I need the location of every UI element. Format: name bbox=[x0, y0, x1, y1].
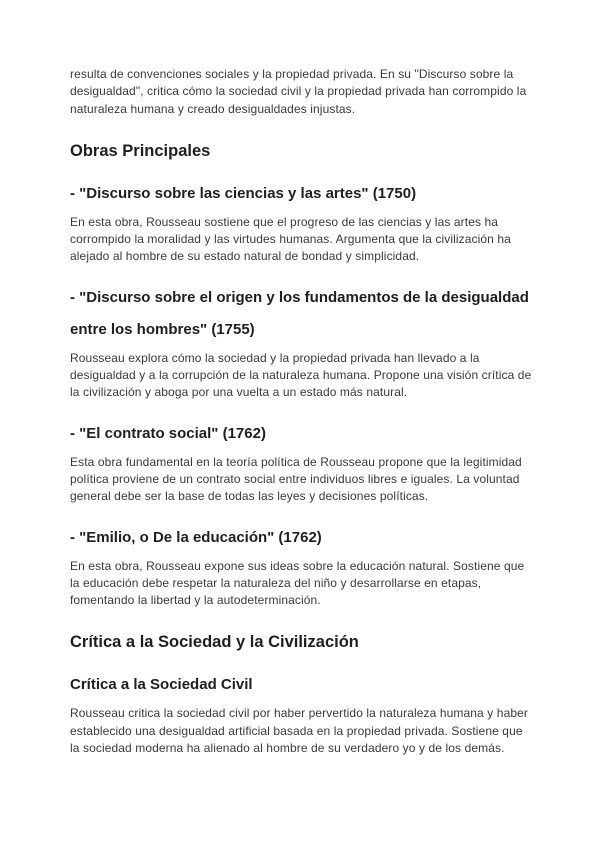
subsection-heading-critica-sociedad-civil: Crítica a la Sociedad Civil bbox=[70, 676, 253, 694]
work-heading-discurso-ciencias-artes: - "Discurso sobre las ciencias y las artes" (1750) bbox=[70, 184, 417, 202]
paragraph-emilio-educacion: En esta obra, Rousseau expone sus ideas sobre la educación natural. Sostiene que la educación debe respetar la naturaleza del niño y desarrollarse en etapas, fomentando la libertad y la autodeterminación. bbox=[70, 558, 525, 608]
work-heading-emilio-educacion: - "Emilio, o De la educación" (1762) bbox=[70, 528, 322, 546]
paragraph-discurso-ciencias-artes: En esta obra, Rousseau sostiene que el progreso de las ciencias y las artes ha corrompido la moralidad y las virtudes humanas. Argumenta que la civilización ha alejado al hombre de su estado natural de bondad y simplicidad. bbox=[70, 214, 511, 264]
work-heading-el-contrato-social: - "El contrato social" (1762) bbox=[70, 424, 266, 442]
paragraph-critica-sociedad-civil: Rousseau critica la sociedad civil por haber pervertido la naturaleza humana y haber establecido una desigualdad artificial basada en la propiedad privada. Sostiene que la sociedad moderna ha alienado al hombre de su verdadero yo y de los demás. bbox=[70, 706, 528, 756]
paragraph-el-contrato-social: Esta obra fundamental en la teoría política de Rousseau propone que la legitimidad política proviene de un contrato social entre individuos libres e iguales. La voluntad general debe ser la base de todas las leyes y decisiones políticas. bbox=[70, 454, 522, 504]
paragraph-intro-continuation: resulta de convenciones sociales y la propiedad privada. En su "Discurso sobre la desigualdad", critica cómo la sociedad civil y la propiedad privada han corrompido la naturaleza humana y creado desigualdades injustas. bbox=[70, 67, 527, 116]
section-heading-obras-principales: Obras Principales bbox=[70, 141, 211, 160]
section-heading-critica-sociedad-civilizacion: Crítica a la Sociedad y la Civilización bbox=[70, 633, 359, 652]
paragraph-discurso-origen-desigualdad: Rousseau explora cómo la sociedad y la propiedad privada han llevado a la desigualdad y a la corrupción de la naturaleza humana. Propone una visión crítica de la civilización y aboga por una vuelta a un estado más natural. bbox=[70, 350, 532, 400]
work-heading-discurso-origen-desigualdad: - "Discurso sobre el origen y los fundamentos de la desigualdad entre los hombres" (1755) bbox=[70, 288, 529, 338]
